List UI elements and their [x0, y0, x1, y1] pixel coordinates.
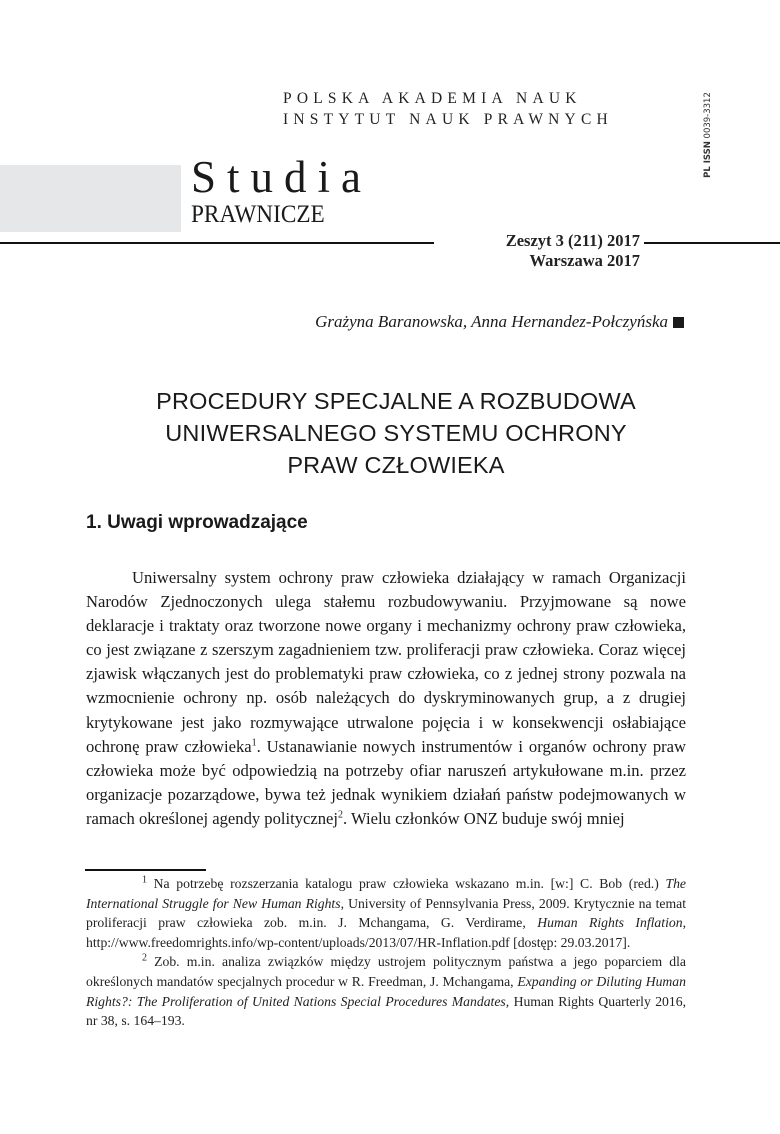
square-bullet-icon: [673, 317, 684, 328]
footnote-1: [86, 874, 686, 952]
footnote-book-title: Human Rights Inflation: [537, 915, 683, 931]
footnote-text: , Human Rights Quarterly 2016, nr 38, s. 164–193.: [86, 993, 686, 1029]
masthead-gray-block: [0, 165, 181, 232]
section-heading: 1. Uwagi wprowadzające: [86, 512, 308, 533]
publisher-name: [283, 88, 683, 130]
body-paragraph: [86, 566, 686, 831]
footnote-text: Zob. m.in. analiza związków między ustrojem politycznym państwa a jego poparciem dla określonych mandatów specjalnych procedur w R. Freedman, J. Mchangama,: [86, 954, 686, 989]
article-title-line: PROCEDURY SPECJALNE A ROZBUDOWA: [156, 388, 636, 414]
footnote-number: 1: [142, 874, 147, 886]
masthead-rule-left: [0, 242, 434, 244]
article-title-line: PRAW CZŁOWIEKA: [287, 452, 505, 478]
footnotes: [86, 874, 686, 1031]
footnote-text: , http://www.freedomrights.info/wp-content/uploads/2013/07/HR-Inflation.pdf [dostęp: 29.03.2017].: [86, 915, 686, 950]
issue-place-year: Warszawa 2017: [529, 251, 640, 270]
article-title: [86, 385, 706, 481]
issn-prefix: PL ISSN: [703, 141, 713, 178]
footnote-separator: [85, 869, 206, 871]
footnote-number: 2: [142, 952, 147, 964]
article-title-line: UNIWERSALNEGO SYSTEMU OCHRONY: [165, 420, 627, 446]
issue-number: Zeszyt 3 (211) 2017: [505, 231, 640, 250]
paragraph-text: Uniwersalny system ochrony praw człowieka działający w ramach Organizacji Narodów Zjednoczonych ulega stałemu rozbudowywaniu. Przyjmowane są nowe deklaracje i traktaty oraz tworzone nowe organy i mechanizmy ochrony praw człowieka, co jest związane z szerszym zagadnieniem tzw. proliferacji praw człowieka. Coraz więcej zjawisk włączanych jest do problematyki praw człowieka, co z jednej strony pozwala na wzmocnienie ochrony np. osób należących do dyskryminowanych grup, a z drugiej krytykowane jest jako rozmywające utrwalone pojęcia i w konsekwencji osłabiające ochronę praw człowieka: [86, 568, 686, 756]
article-authors: [315, 312, 684, 332]
issue-info: [440, 231, 640, 271]
footnote-text: Na potrzebę rozszerzania katalogu praw człowieka wskazano m.in. [w:] C. Bob (red.): [147, 876, 666, 891]
masthead-rule-right: [644, 242, 780, 244]
authors-text: Grażyna Baranowska, Anna Hernandez-Połczyńska: [315, 312, 668, 331]
issn-label: [700, 92, 716, 184]
publisher-line-institute: INSTYTUT NAUK PRAWNYCH: [283, 111, 613, 128]
footnote-ref-2[interactable]: 2: [338, 809, 344, 821]
journal-title: [191, 153, 372, 229]
paragraph-text: . Wielu członków ONZ buduje swój mniej: [343, 808, 625, 828]
footnote-text: , University of Pennsylvania Press, 2009. Krytycznie na temat proliferacji praw człowieka zob. m.in. J. Mchangama, G. Verdirame,: [86, 895, 686, 931]
footnote-2: [86, 952, 686, 1030]
journal-title-studia: Studia: [191, 152, 373, 202]
issn-number: 0039-3312: [703, 92, 713, 139]
footnote-article-title: Expanding or Diluting Human Rights?: The Proliferation of United Nations Special Procedures Mandates: [86, 973, 686, 1009]
footnote-book-title: The International Struggle for New Human Rights: [86, 876, 686, 911]
publisher-line-academy: POLSKA AKADEMIA NAUK: [283, 90, 582, 107]
paragraph-text: . Ustanawianie nowych instrumentów i organów ochrony praw człowieka może być odpowiedzią na potrzeby ofiar naruszeń artykułowane m.in. przez organizacje pozarządowe, bywa też jednak wynikiem działań państw podejmowanych w ramach określonej agendy politycznej: [86, 736, 686, 828]
journal-title-prawnicze: PRAWNICZE: [191, 201, 325, 228]
footnote-ref-1[interactable]: 1: [251, 737, 257, 749]
